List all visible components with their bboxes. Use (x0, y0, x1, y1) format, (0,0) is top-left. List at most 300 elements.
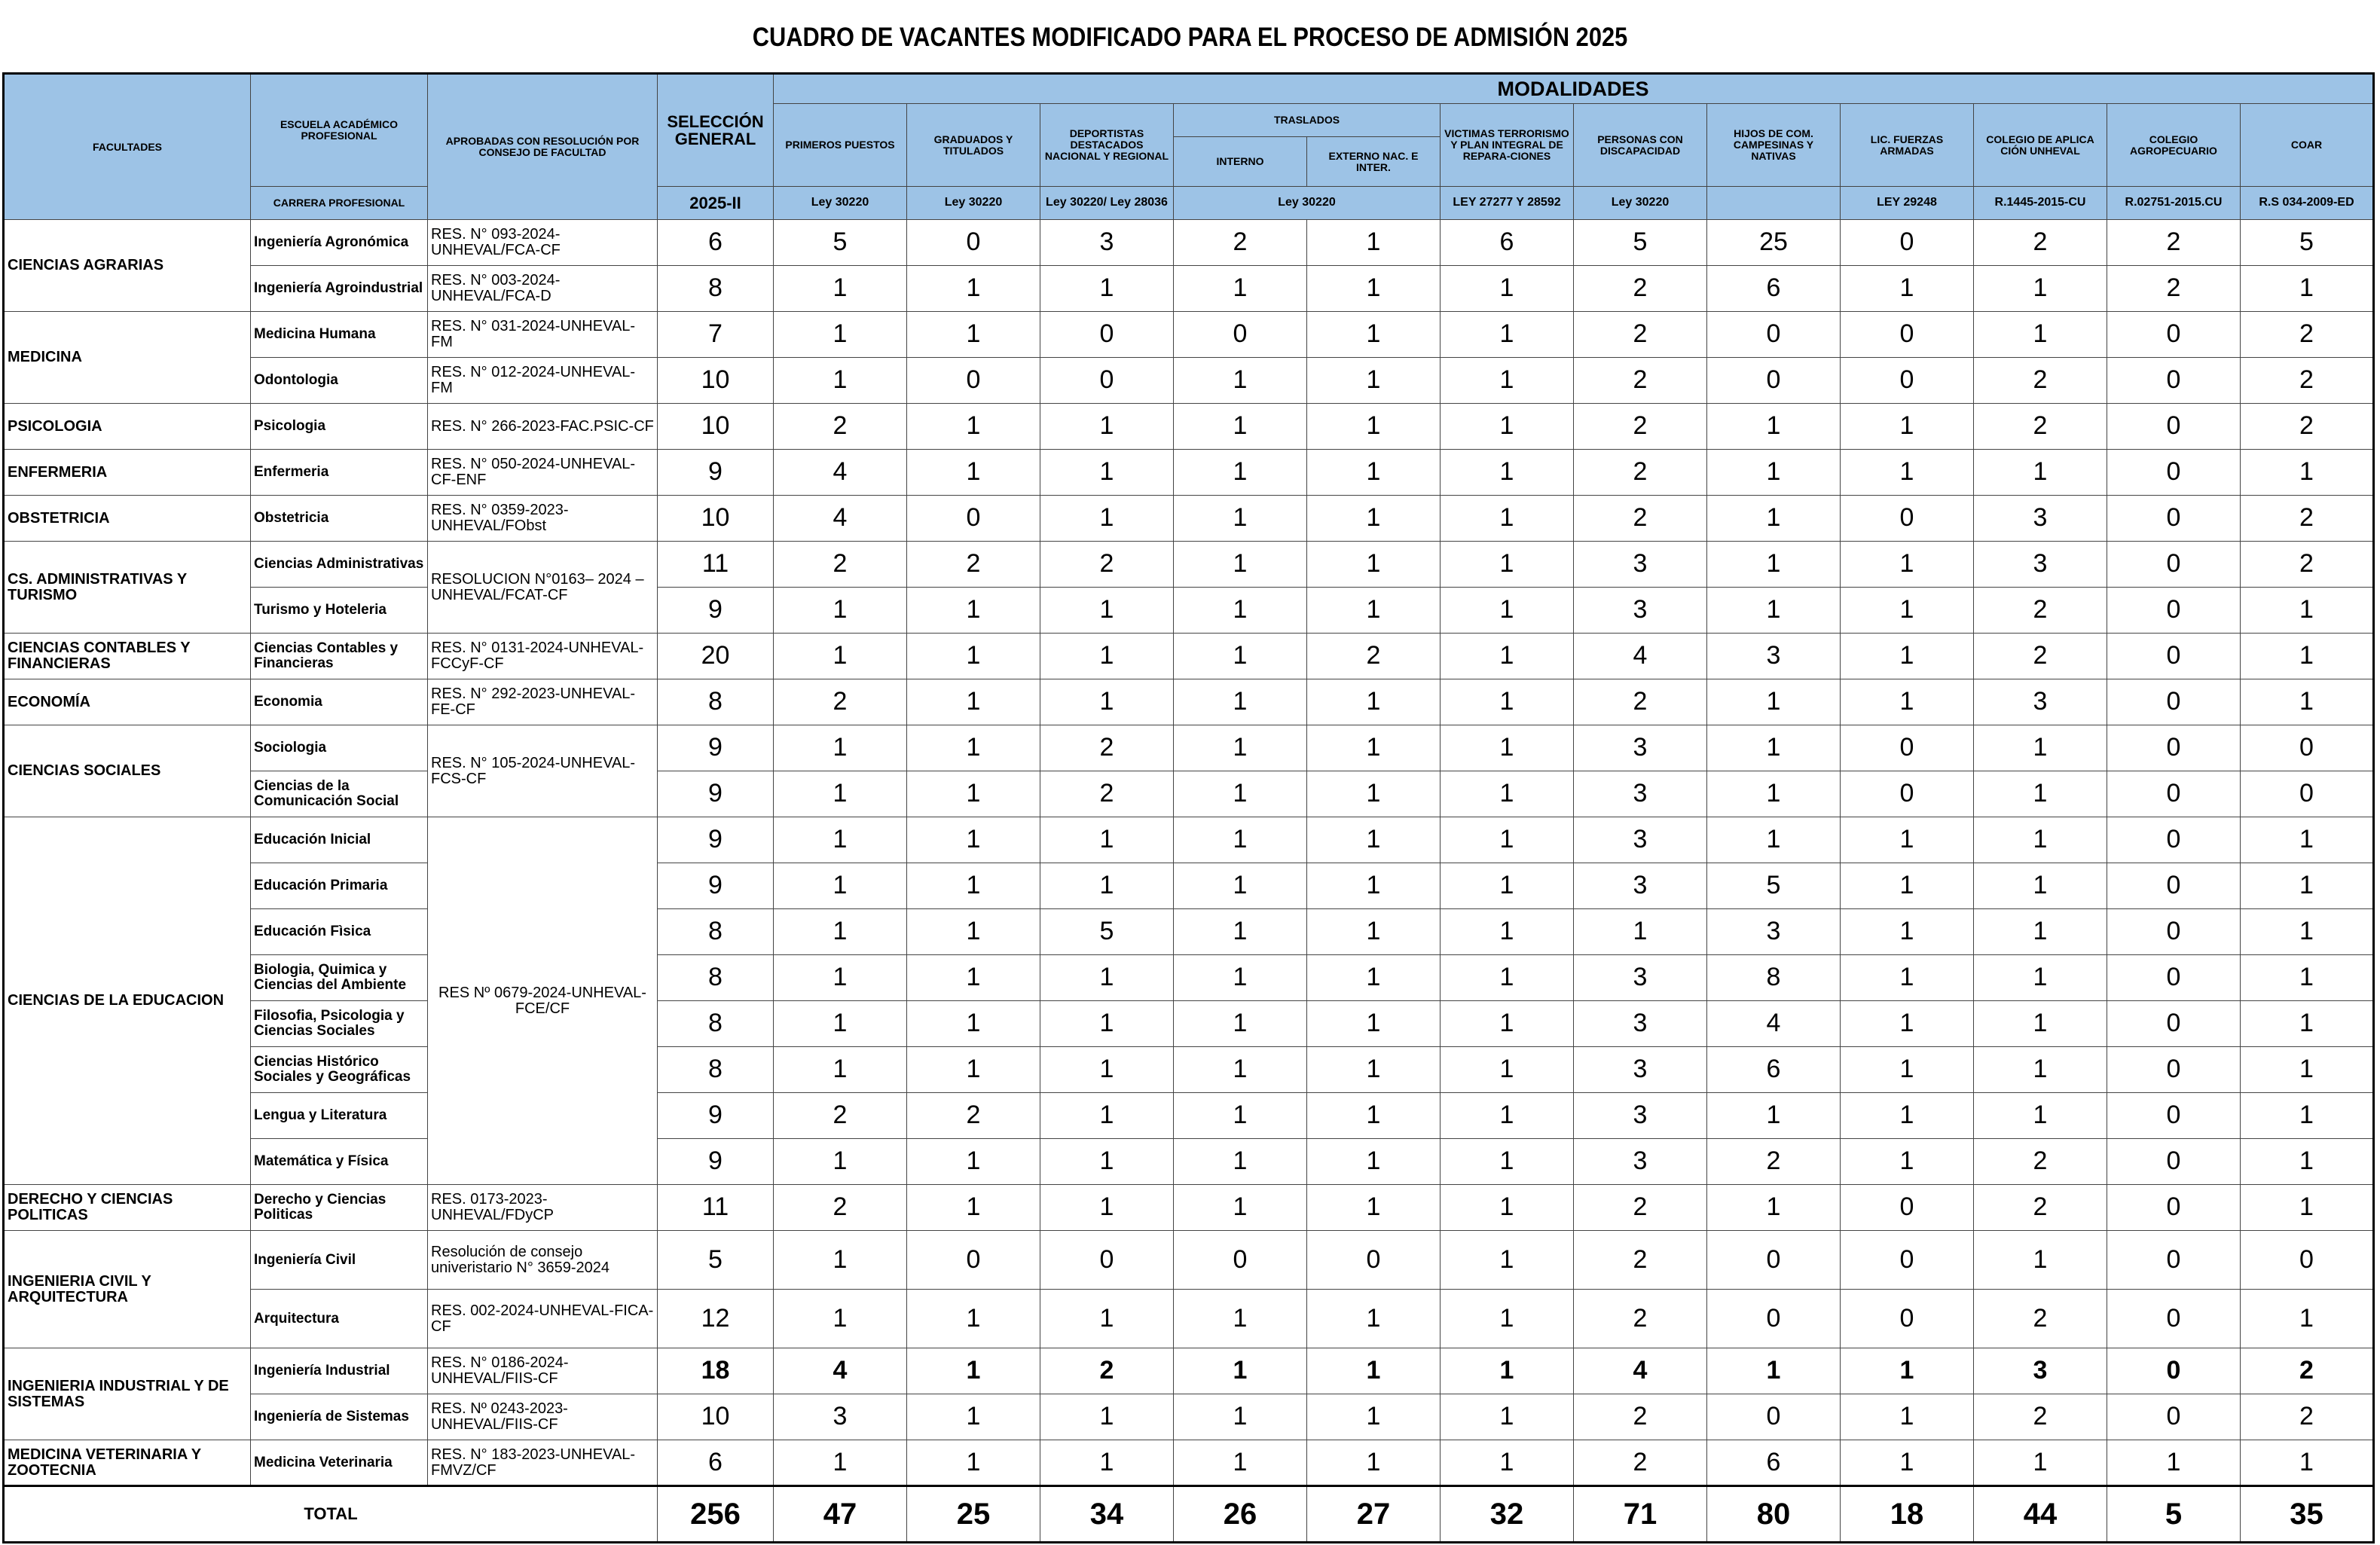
resolution-cell: RES. 0173-2023-UNHEVAL/FDyCP (428, 1185, 658, 1231)
seleccion-value: 8 (658, 679, 774, 725)
table-row (4, 1231, 2374, 1290)
modalidad-value: 1 (907, 450, 1040, 496)
career-cell: Ingeniería Agronómica (251, 220, 428, 266)
modalidad-value: 1 (1441, 1001, 1574, 1047)
faculty-cell: ECONOMÍA (4, 679, 251, 725)
career-cell: Medicina Veterinaria (251, 1440, 428, 1486)
modalidad-value: 1 (1040, 588, 1174, 634)
modalidad-value: 1 (1174, 679, 1307, 725)
career-cell: Turismo y Hoteleria (251, 588, 428, 634)
career-cell: Ciencias Administrativas (251, 542, 428, 588)
table-row (4, 588, 2374, 634)
modalidad-value: 3 (1574, 863, 1707, 909)
table-row (4, 266, 2374, 312)
modalidad-value: 1 (907, 1047, 1040, 1093)
modalidad-value: 3 (1574, 1093, 1707, 1139)
modalidad-value: 0 (1841, 1290, 1974, 1348)
table-row (4, 1185, 2374, 1231)
modalidad-value: 1 (1307, 1348, 1441, 1394)
header-externo: EXTERNO NAC. E INTER. (1307, 137, 1441, 187)
modalidad-value: 1 (1441, 588, 1574, 634)
modalidad-value: 2 (2241, 404, 2374, 450)
modalidad-value: 0 (2107, 771, 2241, 817)
modalidad-value: 0 (1040, 358, 1174, 404)
career-cell: Derecho y Ciencias Politicas (251, 1185, 428, 1231)
modalidad-value: 2 (1574, 679, 1707, 725)
modalidad-value: 1 (1841, 1093, 1974, 1139)
modalidad-value: 1 (907, 725, 1040, 771)
modalidad-value: 1 (1307, 725, 1441, 771)
career-cell: Ingeniería Agroindustrial (251, 266, 428, 312)
modalidad-value: 2 (1974, 1139, 2107, 1185)
modalidad-value: 1 (1441, 1348, 1574, 1394)
modalidad-value: 1 (1307, 450, 1441, 496)
header-colegio-agro: COLEGIO AGROPECUARIO (2107, 104, 2241, 187)
faculty-cell: PSICOLOGIA (4, 404, 251, 450)
modalidad-value: 2 (907, 1093, 1040, 1139)
modalidad-value: 1 (1441, 1047, 1574, 1093)
modalidad-value: 2 (1574, 404, 1707, 450)
modalidad-value: 1 (1841, 909, 1974, 955)
career-cell: Arquitectura (251, 1290, 428, 1348)
career-cell: Educación Inicial (251, 817, 428, 863)
table-row (4, 955, 2374, 1001)
table-row (4, 863, 2374, 909)
modalidad-value: 1 (774, 1290, 907, 1348)
table-row (4, 1440, 2374, 1486)
modalidad-value: 1 (1174, 542, 1307, 588)
modalidad-value: 2 (2241, 1394, 2374, 1440)
seleccion-value: 18 (658, 1348, 774, 1394)
resolution-cell: RES. N° 266-2023-FAC.PSIC-CF (428, 404, 658, 450)
modalidad-value: 0 (1841, 771, 1974, 817)
modalidad-value: 1 (1307, 220, 1441, 266)
modalidad-value: 0 (2107, 634, 2241, 679)
modalidad-value: 3 (1574, 1047, 1707, 1093)
table-row (4, 725, 2374, 771)
modalidad-value: 1 (2241, 1047, 2374, 1093)
modalidad-value: 2 (1707, 1139, 1841, 1185)
modalidad-value: 0 (2107, 955, 2241, 1001)
modalidad-value: 0 (2107, 1047, 2241, 1093)
modalidad-value: 1 (774, 817, 907, 863)
modalidad-value: 1 (1974, 863, 2107, 909)
modalidad-value: 1 (774, 771, 907, 817)
modalidad-value: 1 (1841, 1001, 1974, 1047)
header-modalidades: MODALIDADES (774, 74, 2374, 104)
modalidad-value: 1 (1441, 496, 1574, 542)
modalidad-value: 1 (1441, 725, 1574, 771)
header-deportistas: DEPORTISTAS DESTACADOS NACIONAL Y REGIONAL (1040, 104, 1174, 187)
modalidad-value: 1 (1707, 450, 1841, 496)
total-row (4, 1486, 2374, 1543)
modalidad-value: 1 (1174, 1440, 1307, 1486)
modalidad-value: 2 (1040, 725, 1174, 771)
seleccion-value: 8 (658, 955, 774, 1001)
table-row (4, 1139, 2374, 1185)
table-row (4, 404, 2374, 450)
header-colegio-aplicacion: COLEGIO DE APLICA CIÓN UNHEVAL (1974, 104, 2107, 187)
modalidad-value: 1 (1040, 1394, 1174, 1440)
modalidad-value: 1 (907, 771, 1040, 817)
modalidad-value: 4 (1574, 1348, 1707, 1394)
modalidad-value: 2 (1574, 1231, 1707, 1290)
modalidad-value: 1 (2241, 1093, 2374, 1139)
modalidad-value: 1 (2241, 1440, 2374, 1486)
modalidad-value: 1 (1707, 817, 1841, 863)
modalidad-value: 1 (1441, 863, 1574, 909)
law-deportistas: Ley 30220/ Ley 28036 (1040, 187, 1174, 220)
seleccion-value: 9 (658, 1093, 774, 1139)
page-title: CUADRO DE VACANTES MODIFICADO PARA EL PROCESO DE ADMISIÓN 2025 (752, 23, 1628, 52)
seleccion-value: 8 (658, 1001, 774, 1047)
modalidad-value: 0 (2107, 358, 2241, 404)
modalidad-value: 6 (1707, 266, 1841, 312)
modalidad-value: 1 (1441, 1185, 1574, 1231)
modalidad-value: 1 (774, 909, 907, 955)
modalidad-value: 1 (2241, 1001, 2374, 1047)
modalidad-value: 3 (1707, 909, 1841, 955)
seleccion-value: 8 (658, 1047, 774, 1093)
modalidad-value: 1 (1974, 909, 2107, 955)
total-value: 26 (1174, 1486, 1307, 1543)
modalidad-value: 1 (1174, 266, 1307, 312)
resolution-cell: RES. N° 0359-2023-UNHEVAL/FObst (428, 496, 658, 542)
modalidad-value: 2 (1174, 220, 1307, 266)
modalidad-value: 1 (1707, 1348, 1841, 1394)
header-escuela: ESCUELA ACADÉMICO PROFESIONAL (251, 74, 428, 187)
faculty-cell: CIENCIAS SOCIALES (4, 725, 251, 817)
modalidad-value: 1 (2241, 679, 2374, 725)
modalidad-value: 1 (1841, 588, 1974, 634)
modalidad-value: 2 (1974, 1185, 2107, 1231)
modalidad-value: 1 (1040, 679, 1174, 725)
modalidad-value: 2 (1574, 1394, 1707, 1440)
modalidad-value: 1 (2241, 955, 2374, 1001)
career-cell: Biologia, Quimica y Ciencias del Ambiente (251, 955, 428, 1001)
modalidad-value: 1 (1441, 634, 1574, 679)
modalidad-value: 1 (907, 679, 1040, 725)
law-primeros: Ley 30220 (774, 187, 907, 220)
modalidad-value: 0 (2241, 771, 2374, 817)
modalidad-value: 1 (1307, 1047, 1441, 1093)
modalidad-value: 0 (907, 220, 1040, 266)
faculty-cell: INGENIERIA CIVIL Y ARQUITECTURA (4, 1231, 251, 1348)
modalidad-value: 2 (1574, 358, 1707, 404)
seleccion-value: 8 (658, 909, 774, 955)
modalidad-value: 1 (1307, 312, 1441, 358)
modalidad-value: 1 (1841, 679, 1974, 725)
table-row (4, 1001, 2374, 1047)
resolution-cell: RES. N° 0186-2024-UNHEVAL/FIIS-CF (428, 1348, 658, 1394)
table-row (4, 1093, 2374, 1139)
modalidad-value: 1 (907, 863, 1040, 909)
modalidad-value: 1 (1841, 266, 1974, 312)
modalidad-value: 1 (1174, 1139, 1307, 1185)
modalidad-value: 5 (1574, 220, 1707, 266)
law-hijos (1707, 187, 1841, 220)
table-row (4, 679, 2374, 725)
table-row (4, 817, 2374, 863)
modalidad-value: 5 (774, 220, 907, 266)
header-primeros: PRIMEROS PUESTOS (774, 104, 907, 187)
law-aplicacion: R.1445-2015-CU (1974, 187, 2107, 220)
modalidad-value: 0 (1841, 220, 1974, 266)
total-value: 5 (2107, 1486, 2241, 1543)
seleccion-value: 6 (658, 220, 774, 266)
resolution-cell: RES. N° 003-2024-UNHEVAL/FCA-D (428, 266, 658, 312)
header-coar: COAR (2241, 104, 2374, 187)
resolution-cell: RESOLUCION N°0163– 2024 – UNHEVAL/FCAT-CF (428, 542, 658, 634)
header-aprobadas: APROBADAS CON RESOLUCIÓN POR CONSEJO DE FACULTAD (428, 74, 658, 220)
modalidad-value: 2 (1574, 1185, 1707, 1231)
modalidad-value: 1 (1974, 312, 2107, 358)
modalidad-value: 1 (774, 1139, 907, 1185)
modalidad-value: 1 (1040, 1093, 1174, 1139)
modalidad-value: 0 (1841, 1185, 1974, 1231)
modalidad-value: 1 (1441, 542, 1574, 588)
faculty-cell: ENFERMERIA (4, 450, 251, 496)
modalidad-value: 1 (907, 1394, 1040, 1440)
faculty-cell: CIENCIAS AGRARIAS (4, 220, 251, 312)
resolution-cell: RES. N° 031-2024-UNHEVAL-FM (428, 312, 658, 358)
modalidad-value: 1 (1841, 955, 1974, 1001)
table-row (4, 771, 2374, 817)
modalidad-value: 1 (907, 1185, 1040, 1231)
modalidad-value: 1 (1974, 1001, 2107, 1047)
table-row (4, 450, 2374, 496)
career-cell: Ciencias de la Comunicación Social (251, 771, 428, 817)
career-cell: Ciencias Contables y Financieras (251, 634, 428, 679)
total-value: 25 (907, 1486, 1040, 1543)
modalidad-value: 0 (1040, 312, 1174, 358)
modalidad-value: 3 (1974, 1348, 2107, 1394)
resolution-cell: RES. N° 012-2024-UNHEVAL-FM (428, 358, 658, 404)
total-value: 34 (1040, 1486, 1174, 1543)
modalidad-value: 3 (1974, 542, 2107, 588)
modalidad-value: 1 (1307, 404, 1441, 450)
modalidad-value: 0 (1841, 358, 1974, 404)
total-value: 35 (2241, 1486, 2374, 1543)
resolution-cell: RES. N° 183-2023-UNHEVAL-FMVZ/CF (428, 1440, 658, 1486)
modalidad-value: 4 (1707, 1001, 1841, 1047)
modalidad-value: 0 (2107, 588, 2241, 634)
modalidad-value: 1 (1307, 1185, 1441, 1231)
modalidad-value: 2 (1974, 358, 2107, 404)
modalidad-value: 1 (1307, 496, 1441, 542)
modalidad-value: 1 (774, 634, 907, 679)
modalidad-value: 1 (2241, 1290, 2374, 1348)
career-cell: Economia (251, 679, 428, 725)
total-value: 80 (1707, 1486, 1841, 1543)
modalidad-value: 0 (2107, 450, 2241, 496)
modalidad-value: 3 (1574, 725, 1707, 771)
modalidad-value: 1 (1974, 1440, 2107, 1486)
modalidad-value: 1 (774, 1231, 907, 1290)
modalidad-value: 1 (907, 634, 1040, 679)
modalidad-value: 0 (1707, 312, 1841, 358)
seleccion-value: 20 (658, 634, 774, 679)
modalidad-value: 2 (1574, 1440, 1707, 1486)
modalidad-value: 1 (1707, 496, 1841, 542)
modalidad-value: 0 (2107, 496, 2241, 542)
header-facultades: FACULTADES (4, 74, 251, 220)
modalidad-value: 1 (2241, 450, 2374, 496)
resolution-cell: RES. Nº 0243-2023-UNHEVAL/FIIS-CF (428, 1394, 658, 1440)
career-cell: Lengua y Literatura (251, 1093, 428, 1139)
career-cell: Ingeniería Civil (251, 1231, 428, 1290)
modalidad-value: 1 (774, 266, 907, 312)
career-cell: Obstetricia (251, 496, 428, 542)
modalidad-value: 1 (1974, 1047, 2107, 1093)
modalidad-value: 5 (2241, 220, 2374, 266)
modalidad-value: 1 (1841, 817, 1974, 863)
resolution-cell: RES. N° 0131-2024-UNHEVAL-FCCyF-CF (428, 634, 658, 679)
modalidad-value: 1 (1307, 817, 1441, 863)
modalidad-value: 0 (1040, 1231, 1174, 1290)
modalidad-value: 3 (1574, 588, 1707, 634)
law-graduados: Ley 30220 (907, 187, 1040, 220)
modalidad-value: 1 (2241, 863, 2374, 909)
modalidad-value: 1 (1040, 863, 1174, 909)
modalidad-value: 1 (1974, 771, 2107, 817)
modalidad-value: 0 (1174, 1231, 1307, 1290)
total-value: 47 (774, 1486, 907, 1543)
modalidad-value: 1 (907, 1440, 1040, 1486)
modalidad-value: 1 (1974, 955, 2107, 1001)
modalidad-value: 1 (1040, 404, 1174, 450)
modalidad-value: 1 (1174, 634, 1307, 679)
modalidad-value: 1 (1974, 450, 2107, 496)
career-cell: Odontologia (251, 358, 428, 404)
modalidad-value: 1 (2241, 1185, 2374, 1231)
seleccion-value: 9 (658, 1139, 774, 1185)
modalidad-value: 1 (1974, 1093, 2107, 1139)
modalidad-value: 0 (1174, 312, 1307, 358)
table-row (4, 220, 2374, 266)
modalidad-value: 1 (2241, 588, 2374, 634)
career-cell: Sociologia (251, 725, 428, 771)
modalidad-value: 1 (1307, 1290, 1441, 1348)
seleccion-value: 11 (658, 1185, 774, 1231)
modalidad-value: 1 (1441, 266, 1574, 312)
modalidad-value: 2 (1574, 312, 1707, 358)
modalidad-value: 1 (1040, 817, 1174, 863)
modalidad-value: 1 (1307, 1394, 1441, 1440)
modalidad-value: 1 (907, 955, 1040, 1001)
modalidad-value: 2 (2107, 266, 2241, 312)
modalidad-value: 25 (1707, 220, 1841, 266)
modalidad-value: 1 (774, 358, 907, 404)
modalidad-value: 0 (2107, 1290, 2241, 1348)
table-row (4, 312, 2374, 358)
modalidad-value: 2 (1040, 542, 1174, 588)
modalidad-value: 0 (907, 496, 1040, 542)
law-victimas: LEY 27277 Y 28592 (1441, 187, 1574, 220)
modalidad-value: 1 (1174, 1348, 1307, 1394)
modalidad-value: 1 (1707, 1185, 1841, 1231)
total-value: 44 (1974, 1486, 2107, 1543)
table-row (4, 542, 2374, 588)
header-hijos: HIJOS DE COM. CAMPESINAS Y NATIVAS (1707, 104, 1841, 187)
modalidad-value: 1 (1174, 450, 1307, 496)
seleccion-value: 10 (658, 1394, 774, 1440)
modalidad-value: 3 (1574, 1001, 1707, 1047)
modalidad-value: 1 (1040, 450, 1174, 496)
modalidad-value: 1 (1974, 266, 2107, 312)
modalidad-value: 2 (1040, 1348, 1174, 1394)
seleccion-value: 10 (658, 496, 774, 542)
modalidad-value: 0 (2241, 725, 2374, 771)
modalidad-value: 1 (1841, 542, 1974, 588)
modalidad-value: 3 (1974, 679, 2107, 725)
modalidad-value: 0 (2107, 1139, 2241, 1185)
resolution-cell: RES. N° 050-2024-UNHEVAL-CF-ENF (428, 450, 658, 496)
total-value: 32 (1441, 1486, 1574, 1543)
table-row (4, 496, 2374, 542)
faculty-cell: MEDICINA (4, 312, 251, 404)
modalidad-value: 3 (1974, 496, 2107, 542)
header-carrera: CARRERA PROFESIONAL (251, 187, 428, 220)
header-lic: LIC. FUERZAS ARMADAS (1841, 104, 1974, 187)
modalidad-value: 2 (774, 679, 907, 725)
modalidad-value: 2 (1307, 634, 1441, 679)
table-row (4, 1047, 2374, 1093)
modalidad-value: 1 (1174, 909, 1307, 955)
modalidad-value: 0 (2107, 679, 2241, 725)
modalidad-value: 1 (1040, 1185, 1174, 1231)
modalidad-value: 1 (774, 312, 907, 358)
modalidad-value: 0 (2107, 1394, 2241, 1440)
modalidad-value: 8 (1707, 955, 1841, 1001)
resolution-cell: RES Nº 0679-2024-UNHEVAL-FCE/CF (428, 817, 658, 1185)
resolution-cell: RES. N° 105-2024-UNHEVAL-FCS-CF (428, 725, 658, 817)
modalidad-value: 0 (2107, 1001, 2241, 1047)
modalidad-value: 1 (1307, 771, 1441, 817)
career-cell: Medicina Humana (251, 312, 428, 358)
modalidad-value: 2 (2241, 542, 2374, 588)
modalidad-value: 2 (1574, 266, 1707, 312)
modalidad-value: 0 (2107, 909, 2241, 955)
total-label: TOTAL (4, 1486, 658, 1543)
career-cell: Educación Primaria (251, 863, 428, 909)
modalidad-value: 1 (1174, 496, 1307, 542)
seleccion-value: 9 (658, 450, 774, 496)
modalidad-value: 1 (1441, 817, 1574, 863)
table-row (4, 634, 2374, 679)
modalidad-value: 1 (1174, 1047, 1307, 1093)
modalidad-value: 1 (1441, 1231, 1574, 1290)
modalidad-value: 1 (1174, 955, 1307, 1001)
modalidad-value: 2 (774, 1093, 907, 1139)
modalidad-value: 1 (2241, 266, 2374, 312)
modalidad-value: 0 (2107, 404, 2241, 450)
modalidad-value: 1 (907, 1290, 1040, 1348)
modalidad-value: 1 (1307, 358, 1441, 404)
modalidad-value: 2 (774, 404, 907, 450)
modalidad-value: 1 (1841, 404, 1974, 450)
modalidad-value: 1 (907, 588, 1040, 634)
modalidad-value: 1 (1040, 955, 1174, 1001)
modalidad-value: 1 (1841, 634, 1974, 679)
modalidad-value: 1 (1841, 1047, 1974, 1093)
modalidad-value: 1 (1307, 679, 1441, 725)
law-discapacidad: Ley 30220 (1574, 187, 1707, 220)
modalidad-value: 0 (2107, 725, 2241, 771)
vacancies-table-wrapper (2, 72, 2375, 1543)
modalidad-value: 0 (1841, 312, 1974, 358)
resolution-cell: RES. N° 292-2023-UNHEVAL-FE-CF (428, 679, 658, 725)
